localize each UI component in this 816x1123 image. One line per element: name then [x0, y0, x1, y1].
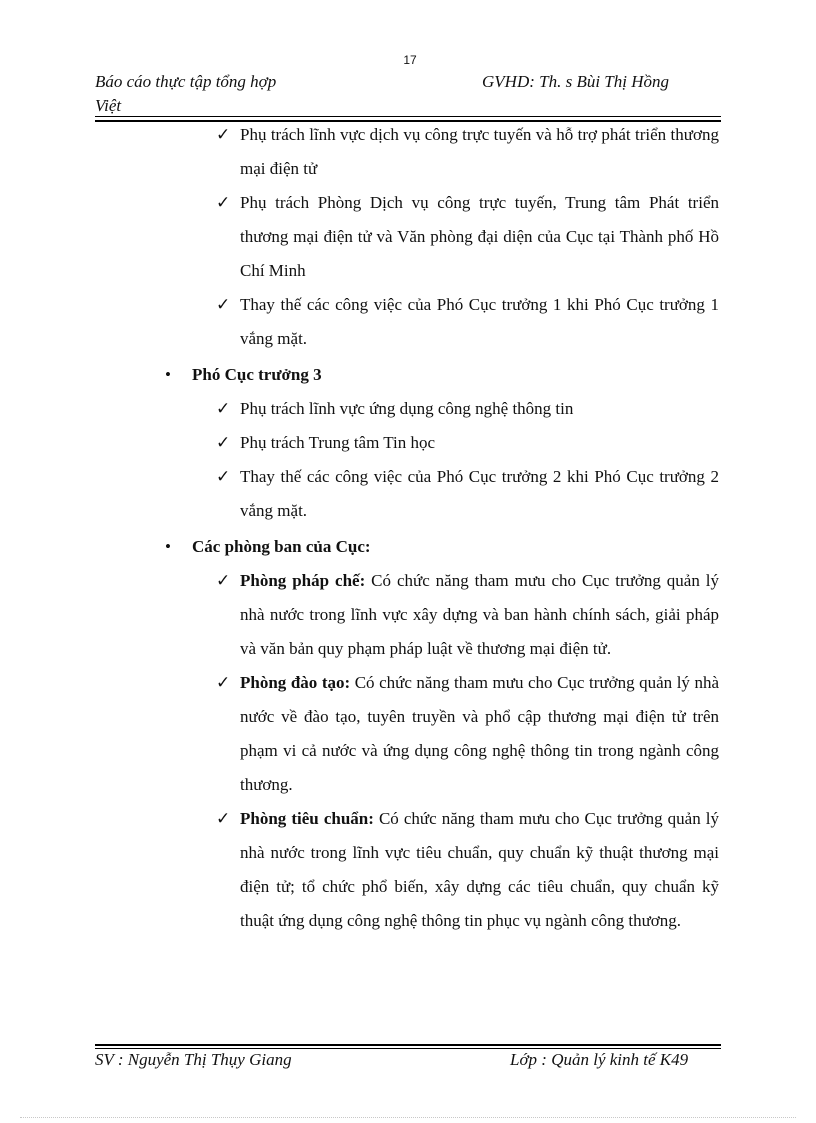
bullet-icon: • [165, 537, 171, 556]
report-title: Báo cáo thực tập tổng hợp [95, 72, 277, 91]
check-icon: ✓ [216, 193, 231, 212]
page-body [0, 118, 816, 938]
section-heading-text: Các phòng ban của Cục: [192, 537, 371, 556]
footer-rule-thick [95, 1044, 721, 1046]
footer-rule [95, 1048, 721, 1049]
department-item [216, 564, 719, 666]
department-name: Phòng pháp chế: [240, 571, 366, 590]
check-icon: ✓ [216, 433, 231, 452]
list-item-text: Phụ trách lĩnh vực ứng dụng công nghệ thông tin [240, 399, 574, 418]
section-heading-deputy3 [165, 358, 816, 392]
page-number: 17 [403, 53, 417, 67]
department-description: Có chức năng tham mưu cho Cục trưởng quản lý nhà nước về đào tạo, tuyên truyền và phổ cập thương mại điện tử trên phạm vi cả nước và ứng dụng công nghệ thông tin trong ngành công thương. [240, 673, 720, 794]
class-name: Lớp : Quản lý kinh tế K49 [510, 1050, 689, 1069]
report-title-continued: Việt [95, 96, 122, 115]
student-name: SV : Nguyễn Thị Thụy Giang [95, 1050, 292, 1069]
list-item-text: Phụ trách Trung tâm Tin học [240, 433, 436, 452]
check-icon: ✓ [216, 295, 231, 314]
supervisor-name: GVHD: Th. s Bùi Thị Hồng [482, 72, 670, 91]
list-item-text: Thay thế các công việc của Phó Cục trưởng 2 khi Phó Cục trưởng 2 vắng mặt. [240, 467, 719, 520]
department-description: Có chức năng tham mưu cho Cục trưởng quản lý nhà nước trong lĩnh vực xây dựng và ban hành chính sách, giải pháp và văn bản quy phạm pháp luật về thương mại điện tử. [240, 571, 719, 658]
department-item [216, 666, 720, 802]
section-heading-text: Phó Cục trưởng 3 [192, 365, 322, 384]
list-item [216, 118, 719, 186]
department-description: Có chức năng tham mưu cho Cục trưởng quản lý nhà nước trong lĩnh vực tiêu chuẩn, quy chuẩn kỹ thuật thương mại điện tử; tổ chức phổ biến, xây dựng các tiêu chuẩn, quy chuẩn kỹ thuật ứng dụng công nghệ thông tin phục vụ ngành công thương. [240, 809, 719, 930]
check-icon: ✓ [216, 673, 231, 692]
check-icon: ✓ [216, 125, 231, 144]
list-item [216, 392, 719, 426]
list-item-text: Thay thế các công việc của Phó Cục trưởng 1 khi Phó Cục trưởng 1 vắng mặt. [240, 295, 719, 348]
check-icon: ✓ [216, 571, 231, 590]
bullet-icon: • [165, 365, 171, 384]
page-boundary [20, 1117, 796, 1118]
department-name: Phòng đào tạo: [240, 673, 351, 692]
list-item [216, 426, 719, 460]
check-icon: ✓ [216, 467, 231, 486]
list-item [216, 460, 719, 528]
list-item [216, 288, 719, 356]
check-icon: ✓ [216, 399, 231, 418]
list-item-text: Phụ trách lĩnh vực dịch vụ công trực tuyến và hỗ trợ phát triển thương mại điện tử [240, 125, 719, 178]
department-item [216, 802, 719, 938]
list-item-text: Phụ trách Phòng Dịch vụ công trực tuyến, Trung tâm Phát triển thương mại điện tử và Văn phòng đại diện của Cục tại Thành phố Hồ Chí Minh [240, 193, 719, 280]
list-item [216, 186, 719, 288]
check-icon: ✓ [216, 809, 231, 828]
header-rule [95, 116, 721, 117]
department-name: Phòng tiêu chuẩn: [240, 809, 374, 828]
section-heading-departments [165, 530, 816, 564]
